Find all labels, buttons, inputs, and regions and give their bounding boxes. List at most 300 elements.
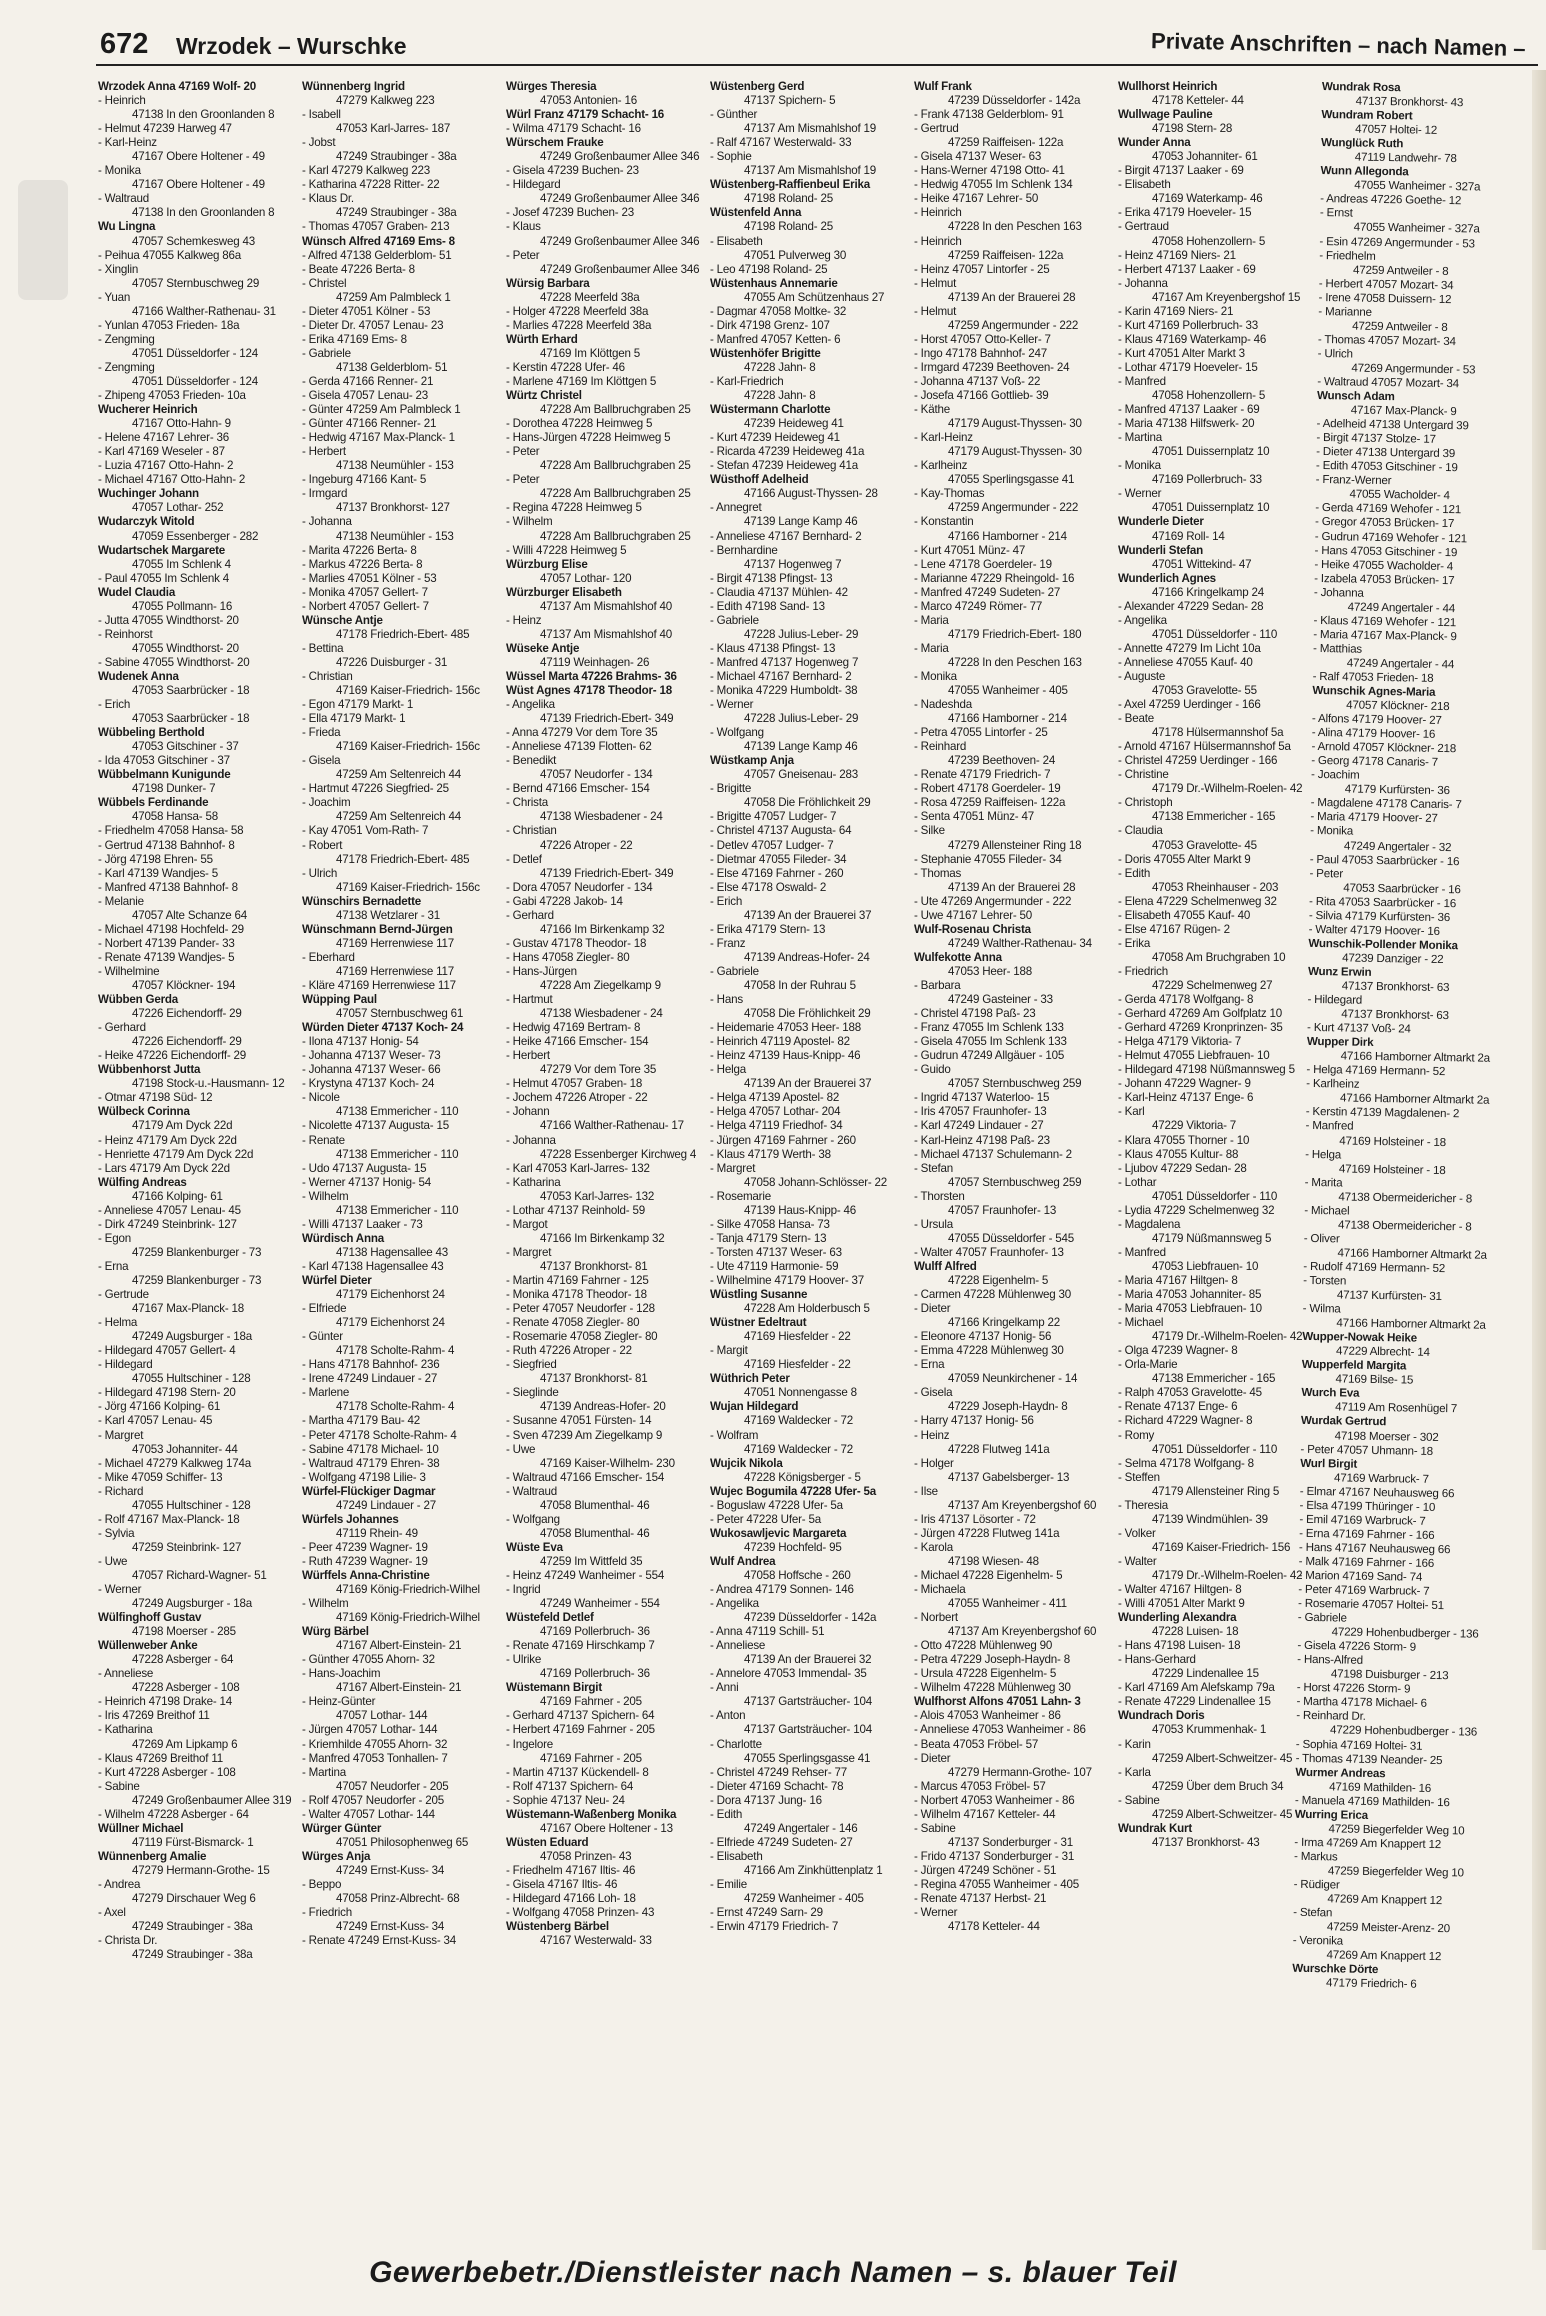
surname-entry: Wünsch Alfred 47169 Ems- 8 [302,234,455,248]
surname-entry: Wüstermann Charlotte [710,403,831,417]
given-name-entry: - Monika [914,669,957,683]
address-line: 47179 August-Thyssen- 30 [948,445,1082,459]
given-name-entry: - Klaus 47055 Kultur- 88 [1118,1147,1239,1161]
directory-columns [98,80,1538,2238]
given-name-entry: - Alfred 47138 Gelderblom- 51 [302,248,452,262]
given-name-entry: - Alois 47053 Wanheimer - 86 [914,1709,1061,1723]
surname-entry: Wucherer Heinrich [98,403,198,417]
address-line: 47058 Johann-Schlösser- 22 [744,1175,888,1189]
address-line: 47053 Gravelotte- 55 [1152,684,1257,698]
given-name-entry: - Otto 47228 Mühlenweg 90 [914,1639,1053,1653]
surname-entry: Wupperfeld Margita [1301,1358,1407,1373]
given-name-entry: - Kurt 47169 Pollerbruch- 33 [1118,318,1259,332]
given-name-entry: - Josefa 47166 Gottlieb- 39 [914,389,1049,403]
given-name-entry: - Karl-Friedrich [710,374,784,388]
address-line: 47169 Pollerbruch- 36 [540,1625,650,1639]
given-name-entry: - Theresia [1118,1498,1168,1512]
given-name-entry: - Karin [1118,1737,1151,1751]
address-line: 47259 Angermunder - 222 [948,501,1079,515]
given-name-entry: - Ursula 47228 Eigenhelm- 5 [914,1667,1057,1681]
given-name-entry: - Frank 47138 Gelderblom- 91 [914,108,1064,122]
address-line: 47138 Hagensallee 43 [336,1245,449,1259]
given-name-entry: - Peter [506,445,540,459]
address-line: 47249 Angertaler - 146 [744,1821,858,1835]
given-name-entry: - Maria 47053 Liebfrauen- 10 [1118,1302,1262,1316]
given-name-entry: - Dieter [914,1302,951,1316]
address-line: 47057 Sternbuschweg 259 [948,1175,1082,1189]
surname-entry: Wudenek Anna [98,669,179,683]
given-name-entry: - Siegfried [506,1358,557,1372]
surname-entry: Wulf Frank [914,80,972,93]
address-line: 47166 Walther-Rathenau- 31 [132,304,276,318]
given-name-entry: - Gregor 47053 Brücken- 17 [1314,515,1455,531]
given-name-entry: - Egon 47179 Markt- 1 [302,698,414,712]
given-name-entry: - Marco 47249 Römer- 77 [914,599,1043,613]
given-name-entry: - Helga [710,1063,746,1077]
surname-entry: Würger Günter [302,1821,382,1835]
given-name-entry: - Manfred [1305,1119,1354,1134]
address-line: 47057 Richard-Wagner- 51 [132,1568,267,1582]
given-name-entry: - Konstantin [914,515,974,529]
given-name-entry: - Olga 47239 Wagner- 8 [1118,1344,1238,1358]
given-name-entry: - Magdalene 47178 Canaris- 7 [1310,796,1462,812]
address-line: 47057 Klöckner- 218 [1346,698,1450,714]
given-name-entry: - Jutta 47055 Windthorst- 20 [98,613,239,627]
address-line: 47229 Schelmenweg 27 [1152,979,1273,992]
given-name-entry: - Herbert 47137 Laaker - 69 [1118,262,1256,276]
given-name-entry: - Irene 47249 Lindauer - 27 [302,1372,438,1386]
given-name-entry: - Friedhelm 47058 Hansa- 58 [98,824,244,838]
given-name-entry: - Wolfgang 47198 Lilie- 3 [302,1470,426,1484]
address-line: 47259 Biegerfelder Weg 10 [1328,1822,1465,1838]
address-line: 47057 Sternbuschweg 29 [132,276,260,290]
given-name-entry: - Hans-Jürgen [506,964,577,978]
given-name-entry: - Erna [914,1358,945,1372]
surname-entry: Würl Franz 47179 Schacht- 16 [506,108,665,122]
given-name-entry: - Karlheinz [1306,1077,1360,1092]
address-line: 47137 Gabelsberger- 13 [948,1470,1070,1484]
given-name-entry: - Hildegard 47166 Loh- 18 [506,1892,636,1906]
given-name-entry: - Ricarda 47239 Heideweg 41a [710,445,865,459]
address-line: 47198 Dunker- 7 [132,782,216,796]
address-line: 47228 Am Ballbruchgraben 25 [540,459,691,473]
address-line: 47228 Jahn- 8 [744,389,816,403]
surname-entry: Wüsten Eduard [506,1835,589,1849]
given-name-entry: - Robert [302,838,343,852]
given-name-entry: - Jürgen 47228 Flutweg 141a [914,1526,1060,1540]
surname-entry: Wulff Alfred [914,1259,977,1273]
given-name-entry: - Elisabeth [710,234,763,248]
given-name-entry: - Ralph 47053 Gravelotte- 45 [1118,1386,1262,1400]
given-name-entry: - Holger 47228 Meerfeld 38a [506,304,649,318]
given-name-entry: - Rosemarie 47057 Holtei- 51 [1297,1596,1444,1613]
given-name-entry: - Kurt 47051 Alter Markt 3 [1118,346,1245,360]
address-line: 47249 Angertaler - 44 [1346,656,1455,672]
given-name-entry: - Helmut 47057 Graben- 18 [506,1077,643,1091]
given-name-entry: - Heinz-Günter [302,1695,376,1709]
given-name-entry: - Rita 47053 Saarbrücker - 16 [1308,894,1457,910]
given-name-entry: - Karin 47169 Niers- 21 [1118,304,1234,318]
address-line: 47249 Augsburger - 18a [132,1597,253,1611]
given-name-entry: - Sophia 47169 Holtei- 31 [1295,1737,1423,1753]
given-name-entry: - Uwe 47167 Lehrer- 50 [914,908,1033,922]
given-name-entry: - Christel 47249 Rehser- 77 [710,1765,848,1779]
given-name-entry: - Heinz 47139 Haus-Knipp- 46 [710,1049,861,1063]
given-name-entry: - Hildegard [98,1358,153,1372]
given-name-entry: - Peihua 47055 Kalkweg 86a [98,248,242,262]
address-line: 47139 An der Brauerei 28 [948,880,1076,894]
surname-entry: Wulfhorst Alfons 47051 Lahn- 3 [914,1695,1081,1709]
address-line: 47137 Sonderburger - 31 [948,1835,1073,1849]
address-line: 47051 Düsseldorfer - 110 [1152,1442,1278,1456]
address-line: 47119 Weinhagen- 26 [540,655,650,669]
address-line: 47166 Hamborner - 214 [948,529,1067,543]
given-name-entry: - Gudrun 47249 Allgäuer - 105 [914,1049,1065,1063]
given-name-entry: - Veronika [1292,1933,1344,1948]
address-line: 47179 Allensteiner Ring 5 [1152,1484,1280,1498]
surname-entry: Würzburger Elisabeth [506,585,622,599]
given-name-entry: - Zhipeng 47053 Frieden- 10a [98,389,246,403]
address-line: 47279 Hermann-Grothe- 15 [132,1863,270,1877]
given-name-entry: - Ljubov 47229 Sedan- 28 [1118,1161,1247,1175]
given-name-entry: - Kay 47051 Vom-Rath- 7 [302,824,429,838]
given-name-entry: - Dagmar 47058 Moltke- 32 [710,304,847,318]
address-line: 47166 Am Zinkhüttenplatz 1 [744,1863,883,1877]
given-name-entry: - Michael 47279 Kalkweg 174a [98,1456,251,1470]
address-line: 47167 Am Kreyenbergshof 15 [1152,290,1301,304]
given-name-entry: - Peter [506,248,540,262]
address-line: 47269 Am Lipkamp 6 [132,1737,238,1751]
given-name-entry: - Lydia 47229 Schelmenweg 32 [1118,1203,1275,1217]
given-name-entry: - Katharina [98,1723,153,1737]
directory-column-7 [1288,80,1538,2241]
surname-entry: Wüstling Susanne [710,1288,808,1302]
address-line: 47178 Friedrich-Ebert- 485 [336,852,470,866]
surname-entry: Wübbelmann Kunigunde [98,768,231,782]
given-name-entry: - Dieter 47169 Schacht- 78 [710,1779,844,1793]
given-name-entry: - Johanna [1118,276,1168,290]
given-name-entry: - Ute 47269 Angermunder - 222 [914,894,1072,908]
given-name-entry: - Helga 47119 Friedhof- 34 [710,1119,843,1133]
address-line: 47169 Kaiser-Wilhelm- 230 [540,1456,675,1470]
given-name-entry: - Esin 47269 Angermunder - 53 [1319,234,1475,250]
given-name-entry: - Susanne 47051 Fürsten- 14 [506,1414,652,1428]
given-name-entry: - Dora 47137 Jung- 16 [710,1793,822,1807]
address-line: 47259 Meister-Arenz- 20 [1326,1920,1451,1936]
address-line: 47057 Gneisenau- 283 [744,768,858,782]
given-name-entry: - Stefan [1293,1905,1333,1920]
given-name-entry: - Wolfram [710,1428,759,1442]
given-name-entry: - Frieda [302,726,341,740]
surname-entry: Wünschmann Bernd-Jürgen [302,922,453,936]
given-name-entry: - Annegret [710,501,762,515]
address-line: 47228 Eigenhelm- 5 [948,1273,1049,1287]
address-line: 47226 Atroper - 22 [540,838,633,852]
address-line: 47058 Prinzen- 43 [540,1849,632,1863]
given-name-entry: - Heinrich 47198 Drake- 14 [98,1695,232,1709]
given-name-entry: - Erika 47179 Hoeveler- 15 [1118,206,1252,220]
given-name-entry: - Else 47169 Fahrner - 260 [710,866,844,880]
surname-entry: Wuchinger Johann [98,487,199,501]
given-name-entry: - Kurt 47239 Heideweg 41 [710,431,840,445]
surname-entry: Wüthrich Peter [710,1372,790,1386]
given-name-entry: - Heinz [914,1428,950,1442]
address-line: 47167 Obere Holtener - 49 [132,178,265,192]
address-line: 47051 Düsseldorfer - 124 [132,346,259,360]
address-line: 47138 Emmericher - 165 [1152,810,1276,824]
page-edge [1532,70,1546,2250]
given-name-entry: - Michaela [914,1583,966,1597]
surname-entry: Wübbeling Berthold [98,726,205,740]
given-name-entry: - Käthe [914,403,950,417]
given-name-entry: - Holger [914,1456,954,1470]
given-name-entry: - Robert 47178 Goerdeler- 19 [914,782,1061,796]
address-line: 47051 Düsseldorfer - 110 [1152,1189,1278,1203]
given-name-entry: - Heinrich [914,234,962,248]
address-line: 47119 Landwehr- 78 [1354,150,1457,166]
address-line: 47139 Andreas-Hofer- 24 [744,950,870,964]
given-name-entry: - Eleonore 47137 Honig- 56 [914,1330,1052,1344]
given-name-entry: - Wilhelmine 47179 Hoover- 37 [710,1273,865,1287]
given-name-entry: - Renate 47169 Hirschkamp 7 [506,1639,655,1653]
surname-entry: Wulf Andrea [710,1554,776,1568]
given-name-entry: - Karl 47169 Weseler - 87 [98,445,225,459]
surname-entry: Wüstenberg Gerd [710,80,805,93]
surname-entry: Würges Theresia [506,80,597,93]
given-name-entry: - Lene 47178 Goerdeler- 19 [914,557,1052,571]
address-line: 47249 Straubinger - 38a [336,150,457,164]
given-name-entry: - Michael 47198 Hochfeld- 29 [98,922,244,936]
given-name-entry: - Karlheinz [914,459,968,473]
address-line: 47051 Duissernplatz 10 [1152,445,1270,459]
given-name-entry: - Helma [98,1316,138,1330]
given-name-entry: - Andrea 47179 Sonnen- 146 [710,1583,854,1597]
given-name-entry: - Michael 47228 Eigenhelm- 5 [914,1568,1063,1582]
address-line: 47228 Meerfeld 38a [540,290,640,304]
address-line: 47137 Am Kreyenbergshof 60 [948,1625,1097,1639]
given-name-entry: - Marita 47226 Berta- 8 [302,543,417,557]
address-line: 47259 Blankenburger - 73 [132,1273,262,1287]
given-name-entry: - Gisela 47167 Iltis- 46 [506,1878,618,1891]
address-line: 47228 Asberger - 108 [132,1681,240,1695]
given-name-entry: - Uwe [98,1554,128,1568]
surname-entry: Wunschik Agnes-Maria [1312,683,1436,699]
given-name-entry: - Emma 47228 Mühlenweg 30 [914,1344,1064,1358]
given-name-entry: - Ernst [1319,206,1353,220]
address-line: 47055 Wacholder- 4 [1349,487,1450,503]
surname-entry: Würth Erhard [506,332,578,346]
given-name-entry: - Angelika [710,1597,759,1611]
address-line: 47198 Roland- 25 [744,220,833,234]
given-name-entry: - Karl [1118,1105,1145,1119]
given-name-entry: - Helga [1305,1147,1342,1161]
address-line: 47228 Flutweg 141a [948,1442,1050,1456]
address-line: 47167 Albert-Einstein- 21 [336,1681,462,1695]
address-line: 47249 Wanheimer - 554 [540,1597,660,1611]
given-name-entry: - Richard [98,1484,144,1498]
address-line: 47166 Hamborner Altmarkt 2a [1337,1246,1487,1262]
address-line: 47259 Am Palmbleck 1 [336,290,451,304]
surname-entry: Wüstner Edeltraut [710,1316,807,1330]
address-line: 47166 Im Birkenkamp 32 [540,1231,665,1245]
given-name-entry: - Torsten 47137 Weser- 63 [710,1245,842,1259]
given-name-entry: - Irma 47269 Am Knappert 12 [1294,1835,1442,1851]
given-name-entry: - Karola [914,1540,953,1554]
given-name-entry: - Norbert 47139 Pander- 33 [98,936,235,950]
surname-entry: Wüstenfeld Anna [710,206,802,220]
given-name-entry: - Reinhard Dr. [1296,1709,1366,1724]
given-name-entry: - Dorothea 47228 Heimweg 5 [506,417,653,431]
address-line: 47178 Ketteler- 44 [948,1920,1040,1934]
given-name-entry: - Karl 47139 Wandjes- 5 [98,866,218,880]
address-line: 47279 Kalkweg 223 [336,94,435,108]
given-name-entry: - Monika [98,164,141,178]
directory-column-1 [98,80,298,2238]
given-name-entry: - Heike 47226 Eichendorff- 29 [98,1049,247,1063]
address-line: 47249 Straubinger - 38a [336,206,457,220]
address-line: 47179 Kurfürsten- 36 [1344,782,1450,798]
given-name-entry: - Angelika [1118,613,1167,627]
given-name-entry: - Rüdiger [1293,1877,1340,1892]
given-name-entry: - Auguste [1118,669,1166,683]
address-line: 47169 Pollerbruch- 36 [540,1667,650,1681]
address-line: 47279 Hermann-Grothe- 107 [948,1765,1092,1779]
given-name-entry: - Maria 47167 Hiltgen- 8 [1118,1273,1238,1287]
surname-entry: Würtz Christel [506,389,582,403]
address-line: 47138 Emmericher - 110 [336,1105,459,1119]
surname-entry: Wunschik-Pollender Monika [1308,936,1458,953]
given-name-entry: - Karl 47249 Lindauer - 27 [914,1119,1044,1133]
address-line: 47139 An der Brauerei 28 [948,290,1076,304]
address-line: 47228 Am Ballbruchgraben 25 [540,529,691,543]
address-line: 47198 Roland- 25 [744,192,833,206]
address-line: 47051 Düsseldorfer - 124 [132,374,259,388]
address-line: 47179 Friedrich- 6 [1326,1976,1417,1992]
address-line: 47279 Dirschauer Weg 6 [132,1892,256,1906]
given-name-entry: - Wilhelm [506,515,553,529]
given-name-entry: - Kurt 47051 Münz- 47 [914,543,1026,557]
given-name-entry: - Wilhelm [302,1597,349,1611]
address-line: 47226 Duisburger - 31 [336,655,448,669]
surname-entry: Wu Lingna [98,220,156,234]
given-name-entry: - Helene 47167 Lehrer- 36 [98,431,229,445]
address-line: 47169 Im Klöttgen 5 [540,346,640,360]
given-name-entry: - Ilona 47137 Honig- 54 [302,1035,419,1049]
given-name-entry: - Gertrude [98,1288,149,1302]
address-line: 47228 In den Peschen 163 [948,220,1082,234]
surname-entry: Wrzodek Anna 47169 Wolf- 20 [98,80,257,93]
given-name-entry: - Else 47167 Rügen- 2 [1118,922,1230,936]
given-name-entry: - Peter 47057 Neudorfer - 128 [506,1302,655,1316]
given-name-entry: - Brigitte 47057 Ludger- 7 [710,810,837,824]
given-name-entry: - Martina [302,1765,346,1779]
address-line: 47239 Beethoven- 24 [948,754,1056,768]
given-name-entry: - Thorsten [914,1189,965,1203]
surname-entry: Wübbenhorst Jutta [98,1063,201,1077]
surname-entry: Wundrak Kurt [1118,1821,1193,1835]
given-name-entry: - Herbert 47057 Mozart- 34 [1318,276,1454,292]
given-name-entry: - Peter 47169 Warbruck- 7 [1298,1582,1430,1598]
address-line: 47139 Haus-Knipp- 46 [744,1203,857,1217]
given-name-entry: - Karl 47053 Karl-Jarres- 132 [506,1161,650,1175]
given-name-entry: - Gisela 47226 Storm- 9 [1297,1639,1416,1654]
given-name-entry: - Torsten [1303,1273,1347,1288]
given-name-entry: - Beata 47053 Fröbel- 57 [914,1737,1039,1751]
given-name-entry: - Waltraud 47179 Ehren- 38 [302,1456,440,1470]
surname-entry: Wünsche Antje [302,613,383,627]
given-name-entry: - Uwe [506,1442,536,1456]
given-name-entry: - Izabela 47053 Brücken- 17 [1314,571,1455,587]
given-name-entry: - Karl 47279 Kalkweg 223 [302,164,430,178]
surname-entry: Würzburg Elise [506,557,588,571]
given-name-entry: - Erich [98,698,131,712]
given-name-entry: - Romy [1118,1428,1155,1442]
given-name-entry: - Renate 47137 Enge- 6 [1118,1400,1238,1414]
given-name-entry: - Axel [98,1906,126,1920]
surname-entry: Wudel Claudia [98,585,176,599]
given-name-entry: - Ida 47053 Gitschiner - 37 [98,754,230,768]
given-name-entry: - Wilhelmine [98,964,160,978]
given-name-entry: - Magdalena [1118,1217,1181,1231]
surname-entry: Wunn Allegonda [1320,164,1409,179]
address-line: 47249 Angertaler - 32 [1343,838,1452,854]
given-name-entry: - Michael [1304,1203,1350,1218]
given-name-entry: - Erika 47179 Stern- 13 [710,922,826,936]
given-name-entry: - Rosemarie 47058 Ziegler- 80 [506,1330,658,1344]
surname-entry: Wurschke Dörte [1292,1962,1379,1977]
given-name-entry: - Ulrike [506,1653,542,1667]
given-name-entry: - Hedwig 47167 Max-Planck- 1 [302,431,455,445]
surname-entry: Wünnenberg Ingrid [302,80,405,93]
given-name-entry: - Eberhard [302,950,355,964]
given-name-entry: - Benedikt [506,754,557,768]
address-line: 47259 Blankenburger - 73 [132,1245,262,1259]
address-line: 47228 Asberger - 64 [132,1653,234,1667]
address-line: 47239 Hochfeld- 95 [744,1540,842,1554]
address-line: 47051 Duissernplatz 10 [1152,501,1270,515]
given-name-entry: - Gustav 47178 Theodor- 18 [506,936,647,950]
given-name-entry: - Heinrich [98,94,146,108]
given-name-entry: - Irmgard 47239 Beethoven- 24 [914,360,1070,374]
given-name-entry: - Anneliese 47167 Bernhard- 2 [710,529,862,543]
given-name-entry: - Maria 47167 Max-Planck- 9 [1313,627,1457,644]
given-name-entry: - Gerda 47178 Wolfgang- 8 [1118,993,1254,1007]
given-name-entry: - Gisela 47137 Weser- 63 [914,150,1042,164]
given-name-entry: - Lothar [1118,1175,1157,1189]
given-name-entry: - Heinrich [914,206,962,220]
given-name-entry: - Peter [506,473,540,487]
given-name-entry: - Nicole [302,1091,340,1105]
given-name-entry: - Helga 47169 Hermann- 52 [1306,1063,1446,1079]
address-line: 47053 Saarbrücker - 16 [1343,881,1461,896]
address-line: 47055 Am Schützenhaus 27 [744,290,885,304]
given-name-entry: - Isabell [302,108,341,122]
given-name-entry: - Iris 47057 Fraunhofer- 13 [914,1105,1047,1119]
address-line: 47169 Mathilden- 16 [1329,1779,1432,1795]
given-name-entry: - Detlef [506,852,542,866]
given-name-entry: - Herbert [506,1049,550,1063]
given-name-entry: - Erwin 47179 Friedrich- 7 [710,1920,839,1934]
given-name-entry: - Marita [1304,1175,1343,1190]
given-name-entry: - Willi 47137 Laaker - 73 [302,1217,423,1231]
given-name-entry: - Hans 47167 Neuhausweg 66 [1298,1540,1451,1557]
address-line: 47167 Westerwald- 33 [540,1934,652,1948]
given-name-entry: - Hans-Werner 47198 Otto- 41 [914,164,1065,178]
given-name-entry: - Elena 47229 Schelmenweg 32 [1118,894,1277,908]
address-line: 47249 Großenbaumer Allee 346 [540,262,700,276]
given-name-entry: - Claudia 47137 Mühlen- 42 [710,585,848,599]
given-name-entry: - Carmen 47228 Mühlenweg 30 [914,1288,1072,1302]
